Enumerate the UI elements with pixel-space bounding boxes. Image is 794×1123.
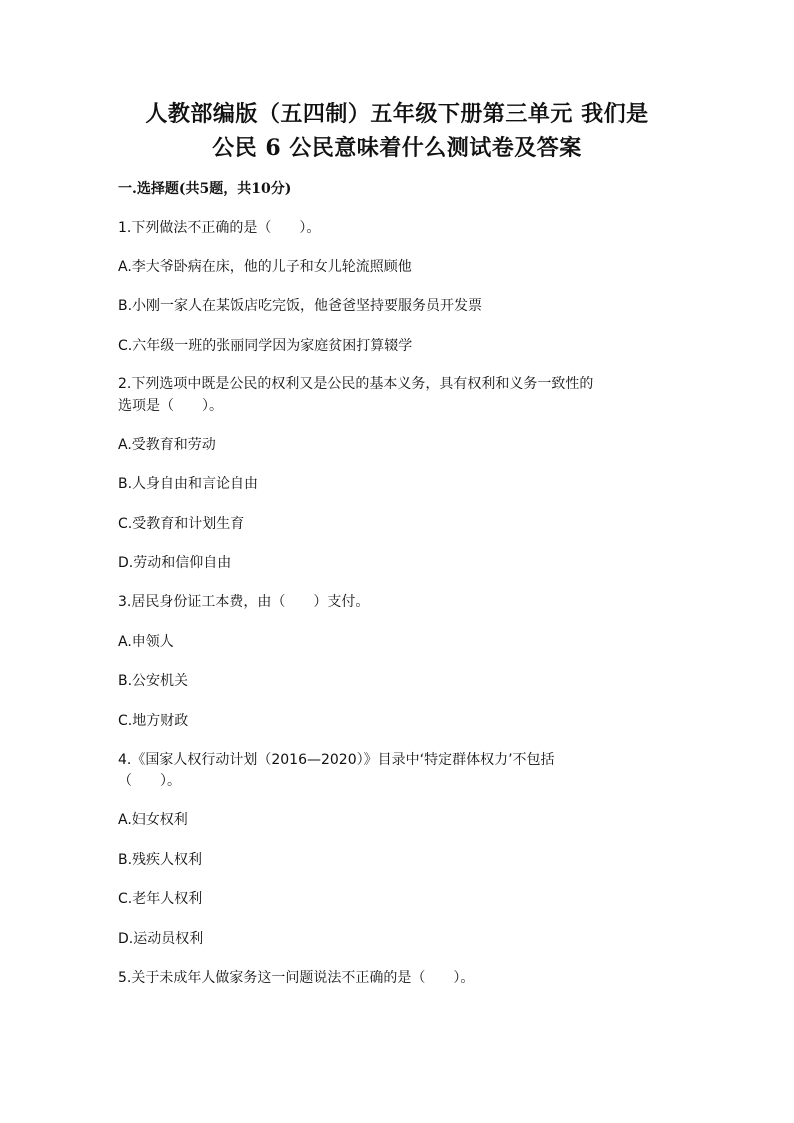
document-title-line-1: 人教部编版（五四制）五年级下册第三单元 我们是 — [145, 101, 649, 127]
question-2-option-c: C.受教育和计划生育 — [118, 516, 245, 532]
question-2-option-d: D.劳动和信仰自由 — [118, 555, 232, 571]
question-3-option-c: C.地方财政 — [118, 713, 189, 729]
question-1-option-c: C.六年级一班的张丽同学因为家庭贫困打算辍学 — [118, 338, 413, 354]
question-2-stem-line-2: 选项是（ ）。 — [118, 398, 223, 414]
question-4-option-a: A.妇女权利 — [118, 812, 188, 828]
question-4-stem-line-2: （ ）。 — [118, 773, 181, 789]
question-2-option-b: B.人身自由和言论自由 — [118, 476, 259, 492]
question-1-stem: 1.下列做法不正确的是（ ）。 — [118, 220, 321, 236]
question-4-stem-line-1: 4.《国家人权行动计划（2016—2020）》目录中‘特定群体权力’不包括 — [118, 752, 555, 768]
question-2-option-a: A.受教育和劳动 — [118, 437, 216, 453]
document-title-line-2: 公民 6 公民意味着什么测试卷及答案 — [212, 135, 582, 161]
question-4-option-c: C.老年人权利 — [118, 891, 203, 907]
question-4-option-d: D.运动员权利 — [118, 931, 204, 947]
question-3-stem: 3.居民身份证工本费，由（ ）支付。 — [118, 594, 370, 610]
question-2-stem-line-1: 2.下列选项中既是公民的权利又是公民的基本义务，具有权利和义务一致性的 — [118, 376, 594, 392]
question-3-option-b: B.公安机关 — [118, 673, 189, 689]
question-3-option-a: A.申领人 — [118, 634, 174, 650]
question-1-option-a: A.李大爷卧病在床，他的儿子和女儿轮流照顾他 — [118, 259, 412, 275]
question-4-option-b: B.残疾人权利 — [118, 852, 203, 868]
section-heading: 一.选择题(共5题，共10分) — [118, 181, 292, 197]
question-5-stem: 5.关于未成年人做家务这一问题说法不正确的是（ ）。 — [118, 970, 475, 986]
question-1-option-b: B.小刚一家人在某饭店吃完饭，他爸爸坚持要服务员开发票 — [118, 298, 483, 314]
